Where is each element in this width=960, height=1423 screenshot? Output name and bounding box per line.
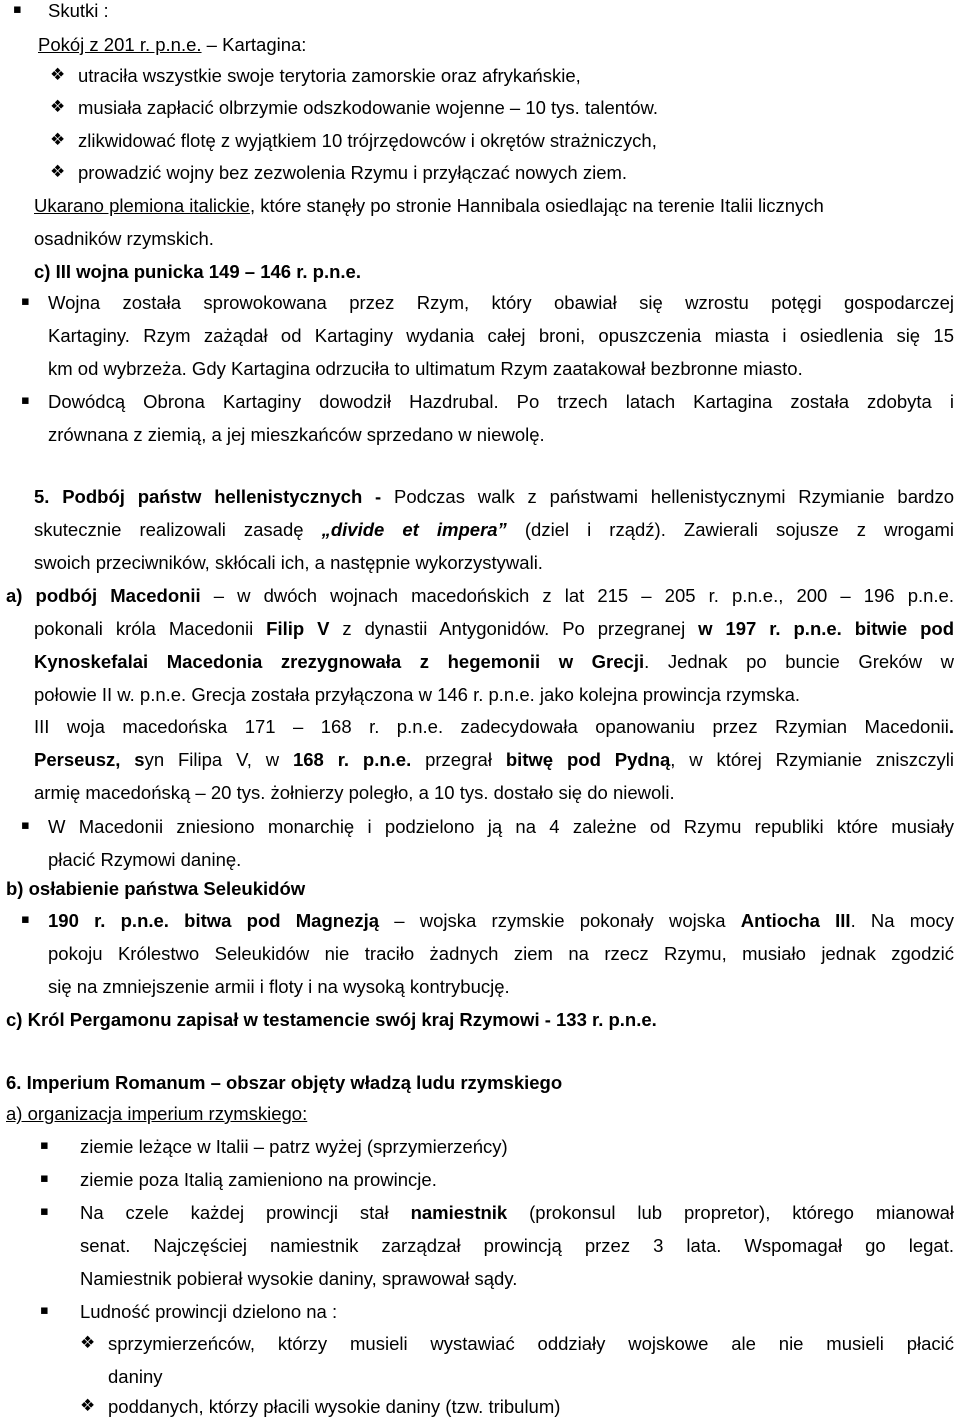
bold-phrase: 168 r. p.n.e. [292, 749, 412, 770]
bold-phrase: bitwę pod Pydną [505, 749, 671, 770]
paragraph-line: senat. Najczęściej namiestnik zarządzał prowincją przez 3 lata. Wspomagał go legat. [80, 1235, 954, 1256]
bold-phrase: 190 r. p.n.e. bitwa pod Magnezją [48, 910, 380, 931]
paragraph-line [34, 189, 824, 222]
underlined-phrase: a) organizacja imperium rzymskiego: [6, 1103, 308, 1124]
bold-phrase: 5. Podbój państw hellenistycznych - [34, 486, 382, 507]
square-bullet-icon: ▪ [40, 1171, 49, 1186]
bold-phrase: Antiocha III [740, 910, 851, 931]
text-span: skutecznie realizowali zasadę [34, 519, 322, 540]
bold-phrase: Perseusz, s [34, 749, 145, 770]
square-bullet-icon: ▪ [21, 294, 30, 309]
section-heading-imperium: 6. Imperium Romanum – obszar objęty władzą ludu rzymskiego [6, 1072, 563, 1093]
paragraph-line: Namiestnik pobierał wysokie daniny, sprawował sądy. [80, 1268, 518, 1289]
section-heading-hellenistic [34, 480, 954, 513]
diamond-bullet-icon: ❖ [50, 162, 66, 182]
square-bullet-icon: ▪ [21, 818, 30, 833]
diamond-bullet-icon: ❖ [50, 65, 66, 85]
paragraph-line: Dowódcą Obrona Kartaginy dowodził Hazdrubal. Po trzech latach Kartagina została zdobyta i [48, 391, 954, 412]
bold-phrase: Filip V [266, 618, 330, 639]
square-bullet-icon: ▪ [40, 1204, 49, 1219]
bold-phrase: namiestnik [410, 1202, 508, 1223]
text-span: – wojska rzymskie pokonały wojska [379, 910, 741, 931]
text-span: III woja macedońska 171 – 168 r. p.n.e. zadecydowała opanowaniu przez Rzymian Macedonii [34, 716, 949, 737]
diamond-bullet-icon: ❖ [50, 130, 66, 150]
paragraph-line: swoich przeciwników, skłócali ich, a następnie wykorzystywali. [34, 552, 543, 573]
list-item: Ludność prowincji dzielono na : [80, 1301, 338, 1322]
text-span: z dynastii Antygonidów. Po przegranej [329, 618, 699, 639]
list-item: zlikwidować flotę z wyjątkiem 10 trójrzędowców i okrętów strażniczych, [78, 130, 657, 151]
list-item: poddanych, którzy płacili wysokie daniny (tzw. tribulum) [108, 1396, 561, 1417]
text-span: pokonali króla Macedonii [34, 618, 267, 639]
section-heading-seleucids: b) osłabienie państwa Seleukidów [6, 878, 306, 899]
list-item: ziemie leżące w Italii – patrz wyżej (sprzymierzeńcy) [80, 1136, 508, 1157]
peace-treaty-line [38, 28, 306, 61]
paragraph-line: połowie II w. p.n.e. Grecja została przyłączona w 146 r. p.n.e. jako kolejna prowincja rzymska. [34, 684, 801, 705]
text-span: Podczas walk z państwami hellenistycznymi Rzymianie bardzo [381, 486, 954, 507]
paragraph-line: Kartaginy. Rzym zażądał od Kartaginy wydania całej broni, opuszczenia miasta i osiedlenia się 15 [48, 325, 954, 346]
text-span: yn Filipa V, w [144, 749, 293, 770]
list-item: musiała zapłacić olbrzymie odszkodowanie wojenne – 10 tys. talentów. [78, 97, 658, 118]
paragraph-line: km od wybrzeża. Gdy Kartagina odrzuciła to ultimatum Rzym zaatakował bezbronne miasto. [48, 358, 803, 379]
underlined-phrase: Ukarano plemiona italickie [34, 195, 250, 216]
paragraph-line: W Macedonii zniesiono monarchię i podzielono ją na 4 zależne od Rzymu republiki które musiały [48, 816, 954, 837]
diamond-bullet-icon: ❖ [80, 1333, 96, 1353]
text-span: , które stanęły po stronie Hannibala osiedlając na terenie Italii licznych [249, 195, 824, 216]
paragraph-line [34, 645, 954, 678]
heading-skutki: Skutki : [48, 0, 109, 21]
text-span: , w której Rzymianie zniszczyli [670, 749, 954, 770]
paragraph-line: armię macedońską – 20 tys. żołnierzy poległo, a 10 tys. dostało się do niewoli. [34, 782, 675, 803]
text-span: . Jednak po buncie Greków w [644, 651, 954, 672]
paragraph-line [34, 513, 954, 546]
latin-phrase: „divide et impera” [321, 519, 507, 540]
text-span: (prokonsul lub propretor), którego mianował [507, 1202, 954, 1223]
section-heading-pergamon: c) Król Pergamonu zapisał w testamencie swój kraj Rzymowi - 133 r. p.n.e. [6, 1009, 657, 1030]
square-bullet-icon: ▪ [21, 912, 30, 927]
square-bullet-icon: ▪ [13, 2, 22, 17]
list-item: sprzymierzeńców, którzy musieli wystawiać oddziały wojskowe ale nie musieli płacić [108, 1333, 954, 1354]
square-bullet-icon: ▪ [40, 1303, 49, 1318]
bold-phrase: w 197 r. p.n.e. bitwie pod [698, 618, 955, 639]
diamond-bullet-icon: ❖ [80, 1396, 96, 1416]
paragraph-line: się na zmniejszenie armii i floty i na wysoką kontrybucję. [48, 976, 510, 997]
text-span: . Na mocy [850, 910, 954, 931]
text-span: (dziel i rządź). Zawierali sojusze z wrogami [506, 519, 954, 540]
text-span: Na czele każdej prowincji stał [80, 1202, 411, 1223]
list-item: utraciła wszystkie swoje terytoria zamorskie oraz afrykańskie, [78, 65, 581, 86]
peace-treaty-date: Pokój z 201 r. p.n.e. [38, 34, 202, 55]
list-item [80, 1196, 954, 1229]
paragraph-line: osadników rzymskich. [34, 228, 214, 249]
paragraph-line: płacić Rzymowi daninę. [48, 849, 242, 870]
section-heading-third-punic-war: c) III wojna punicka 149 – 146 r. p.n.e. [34, 261, 361, 282]
paragraph-line: daniny [108, 1366, 163, 1387]
paragraph-line: pokoju Królestwo Seleukidów nie traciło żadnych ziem na rzecz Rzymu, musiało jednak zgodzić [48, 943, 954, 964]
bold-phrase: . [948, 716, 954, 737]
peace-treaty-label: – Kartagina: [201, 34, 307, 55]
bold-phrase: Kynoskefalai Macedonia zrezygnowała z hegemonii w Grecji [34, 651, 645, 672]
square-bullet-icon: ▪ [40, 1138, 49, 1153]
diamond-bullet-icon: ❖ [50, 97, 66, 117]
text-span: – w dwóch wojnach macedońskich z lat 215 – 205 r. p.n.e., 200 – 196 p.n.e. [200, 585, 954, 606]
subheading-organization [6, 1097, 307, 1130]
paragraph-line [34, 743, 954, 776]
paragraph-line: zrównana z ziemią, a jej mieszkańców sprzedano w niewolę. [48, 424, 545, 445]
paragraph-line [34, 710, 954, 743]
text-span: przegrał [411, 749, 506, 770]
paragraph-line: Wojna została sprowokowana przez Rzym, który obawiał się wzrostu potęgi gospodarczej [48, 292, 954, 313]
list-item: ziemie poza Italią zamieniono na prowincje. [80, 1169, 437, 1190]
paragraph-line [6, 579, 954, 612]
list-item: prowadzić wojny bez zezwolenia Rzymu i przyłączać nowych ziem. [78, 162, 628, 183]
square-bullet-icon: ▪ [21, 393, 30, 408]
paragraph-line [48, 904, 954, 937]
bold-phrase: a) podbój Macedonii [6, 585, 201, 606]
paragraph-line [34, 612, 954, 645]
